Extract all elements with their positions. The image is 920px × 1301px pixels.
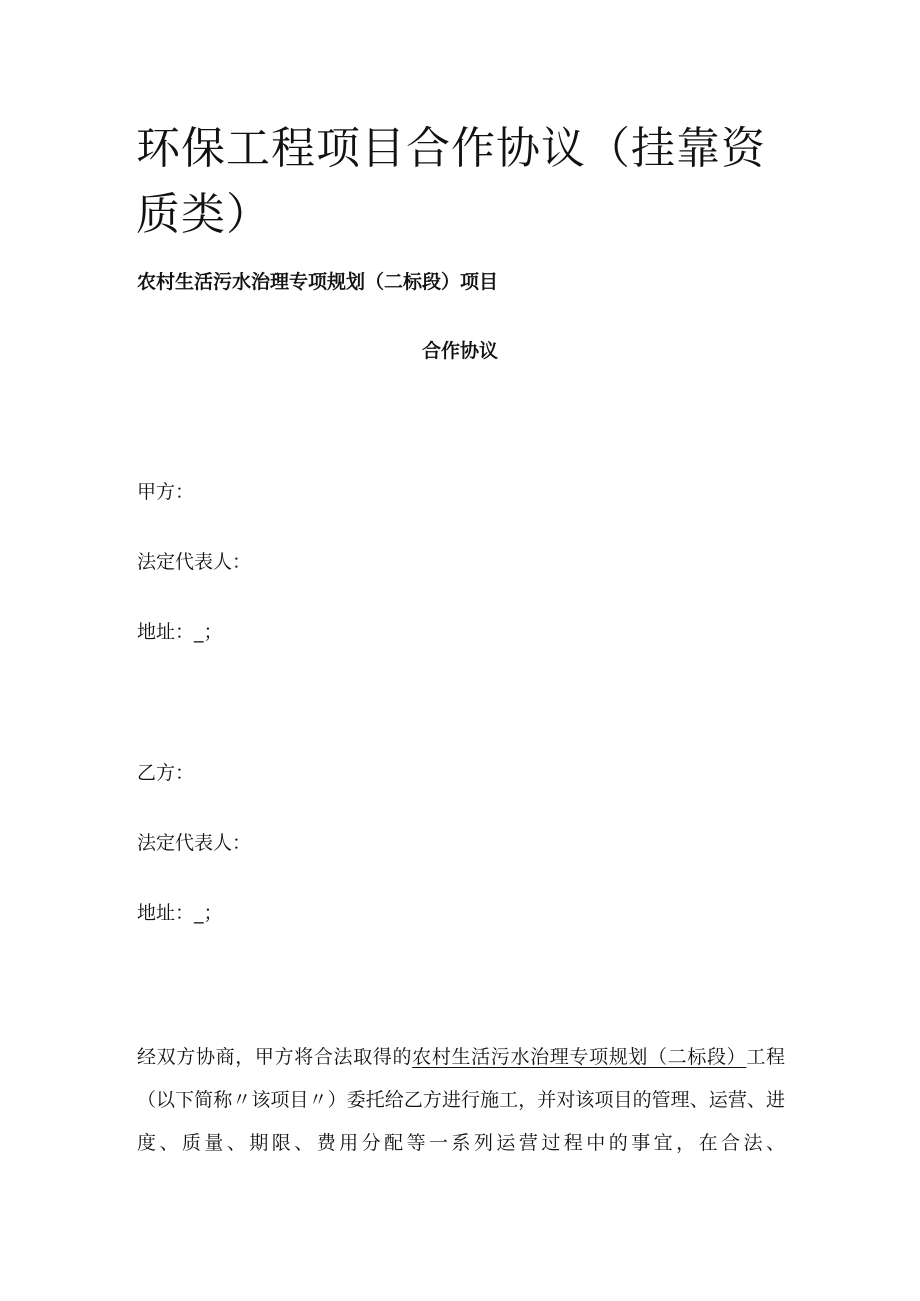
- paragraph-project-name-underlined: 农村生活污水治理专项规划（二标段）: [412, 1046, 747, 1068]
- paragraph-intro: 经双方协商，甲方将合法取得的: [137, 1046, 413, 1068]
- party-b-address: 地址：_；: [137, 902, 223, 924]
- paragraph-continuation: 工程（以下简称〃该项目〃）委托给乙方进行施工，并对该项目的管理、运营、进度、质量、期限、费用分配等一系列运营过程中的事宜，在合法、: [137, 1046, 785, 1154]
- agreement-subtitle: 合作协议: [421, 340, 498, 362]
- party-b-label: 乙方：: [137, 762, 195, 784]
- party-a-label: 甲方：: [137, 481, 195, 503]
- project-name: 农村生活污水治理专项规划（二标段）项目: [137, 271, 499, 293]
- party-a-representative: 法定代表人：: [137, 551, 252, 573]
- document-title: 环保工程项目合作协议（挂靠资质类）: [136, 123, 766, 240]
- agreement-body-paragraph: [137, 1036, 785, 1165]
- party-a-address: 地址：_；: [137, 621, 223, 643]
- party-b-representative: 法定代表人：: [137, 832, 252, 854]
